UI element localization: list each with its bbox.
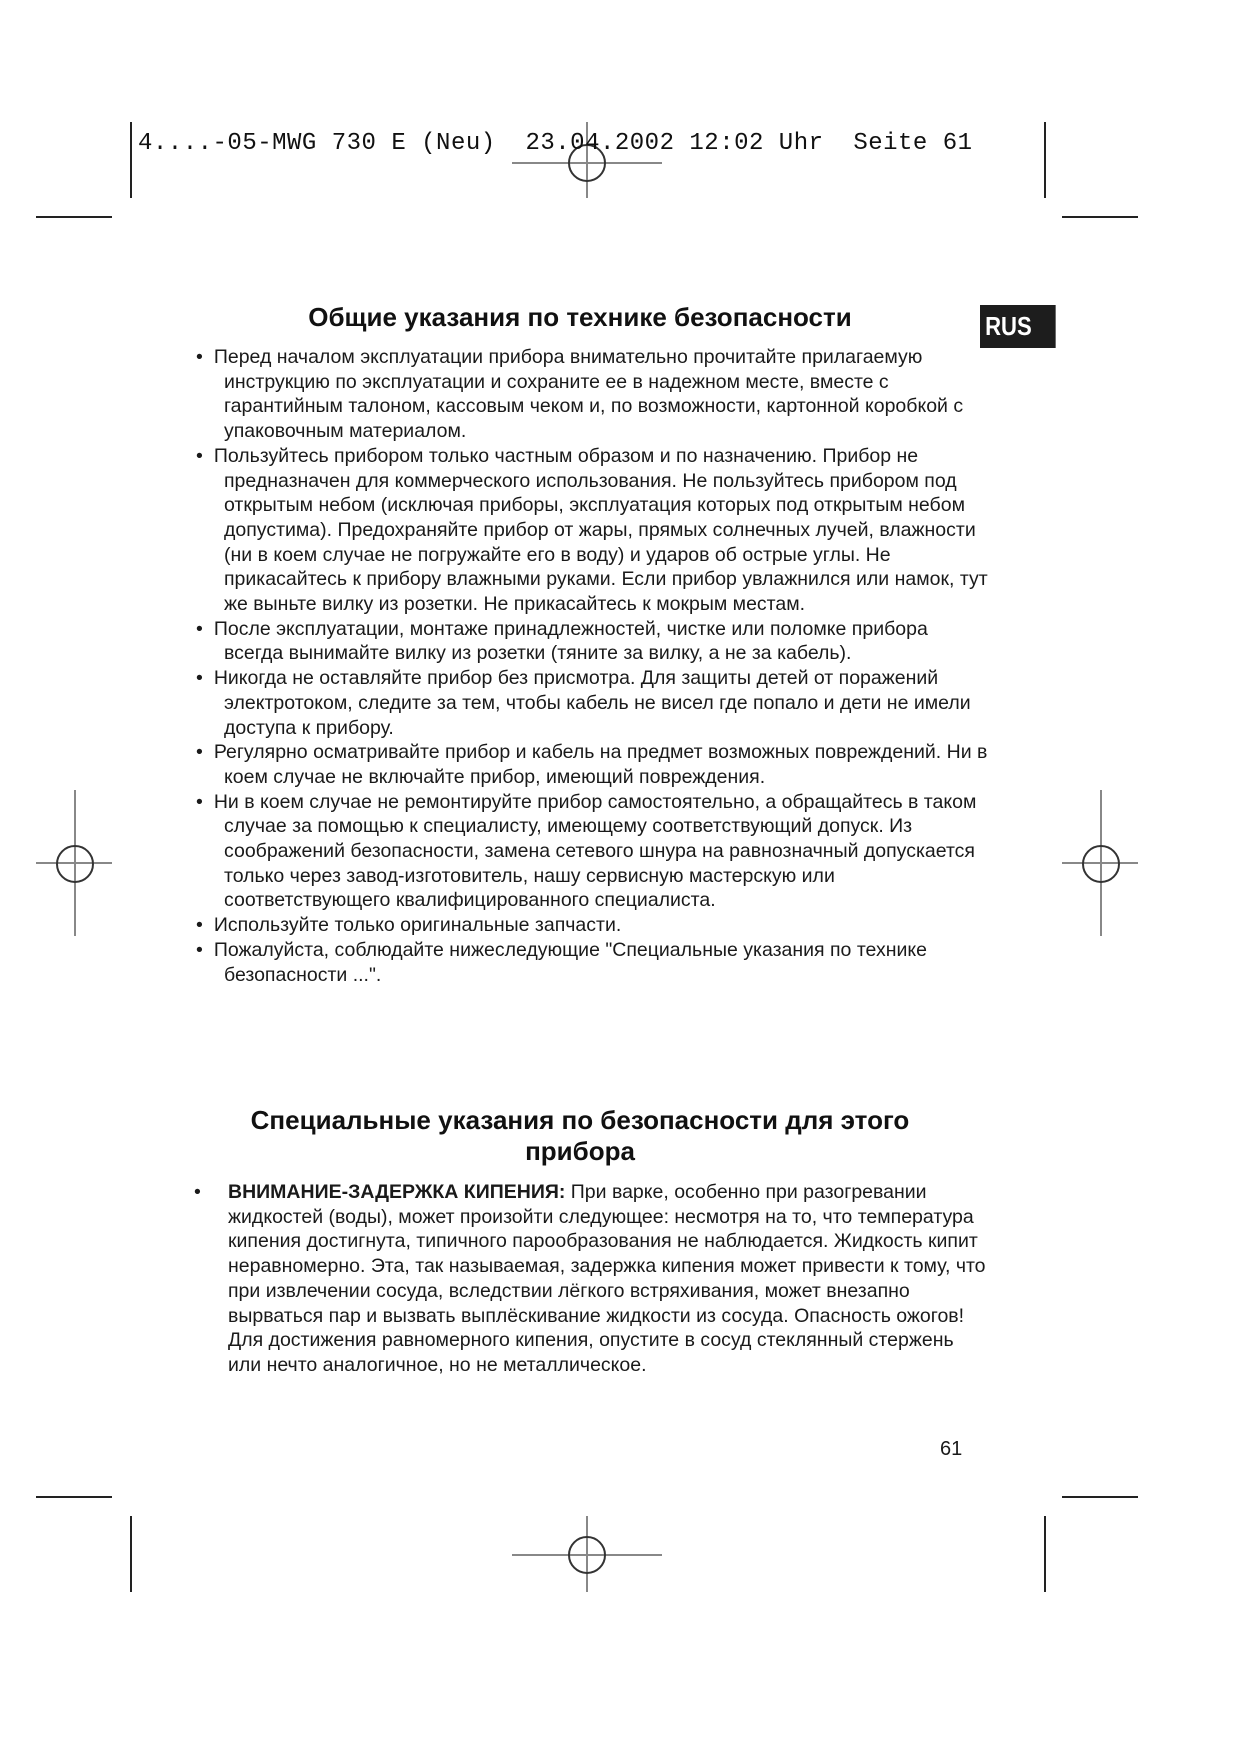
registration-mark-left: [36, 790, 112, 936]
list-item: • Перед началом эксплуатации прибора внимательно прочитайте прилагаемую инструкцию по эксплуатации и сохраните ее в надежном месте, вместе с гарантийным талоном, кассовым чеком и, по возможности, картонной коробкой с упаковочным материалом.: [190, 345, 990, 444]
registration-mark-bottom: [512, 1516, 662, 1592]
section-title-line-1: Специальные указания по безопасности для этого: [250, 1105, 910, 1135]
print-slug: 4....-05-MWG 730 E (Neu) 23.04.2002 12:02 Uhr Seite 61: [138, 130, 973, 157]
crop-mark-top-left-horizontal: [36, 216, 112, 218]
section-title-line-2: прибора: [525, 1136, 635, 1166]
crop-mark-bottom-right-vertical: [1044, 1516, 1046, 1592]
warning-label: ВНИМАНИЕ-ЗАДЕРЖКА КИПЕНИЯ:: [228, 1181, 566, 1203]
crop-mark-bottom-right-horizontal: [1062, 1496, 1138, 1498]
list-item: • После эксплуатации, монтаже принадлежностей, чистке или поломке прибора всегда вынимайте вилку из розетки (тяните за вилку, а не за кабель).: [190, 617, 990, 666]
crop-mark-top-right-horizontal: [1062, 216, 1138, 218]
boiling-delay-warning: [194, 1180, 988, 1378]
list-item: • Регулярно осматривайте прибор и кабель на предмет возможных повреждений. Ни в коем случае не включайте прибор, имеющий повреждения.: [190, 740, 990, 789]
crop-mark-top-right-vertical: [1044, 122, 1046, 198]
section-title-special-safety: [150, 1105, 1010, 1167]
warning-paragraph: [198, 1180, 988, 1378]
list-item: • Используйте только оригинальные запчасти.: [190, 913, 990, 938]
section-title-general-safety: Общие указания по технике безопасности: [308, 302, 852, 332]
crop-mark-bottom-left-horizontal: [36, 1496, 112, 1498]
warning-text: При варке, особенно при разогревании жидкостей (воды), может произойти следующее: несмотря на то, что температура кипения достигнута, типичного парообразования не наблюдается. Жидкость кипит неравномерно. Эта, так называемая, задержка кипения может привести к тому, что при извлечении сосуда, вследствии лёгкого встряхивания, может внезапно вырваться пар и вызвать выплёскивание жидкости из сосуда. Опасность ожогов! Для достижения равномерного кипения, опустите в сосуд стеклянный стержень или нечто аналогичное, но не металлическое.: [228, 1181, 986, 1376]
list-item: • Ни в коем случае не ремонтируйте прибор самостоятельно, а обращайтесь в таком случае за помощью к специалисту, имеющему соответствующий допуск. Из соображений безопасности, замена сетевого шнура на равнозначный допускается только через завод-изготовитель, нашу сервисную мастерскую или соответствующего квалифицированного специалиста.: [190, 790, 990, 914]
page-number: 61: [940, 1438, 963, 1460]
list-item: • Пользуйтесь прибором только частным образом и по назначению. Прибор не предназначен для коммерческого использования. Не пользуйтесь прибором под открытым небом (исключая приборы, эксплуатация которых под открытым небом допустима). Предохраняйте прибор от жары, прямых солнечных лучей, влажности (ни в коем случае не погружайте его в воду) и ударов об острые углы. Не прикасайтесь к прибору влажными руками. Если прибор увлажнился или намок, тут же выньте вилку из розетки. Не прикасайтесь к мокрым местам.: [190, 444, 990, 617]
list-item: • Пожалуйста, соблюдайте нижеследующие "Специальные указания по технике безопасности ...".: [190, 938, 990, 987]
list-item: • Никогда не оставляйте прибор без присмотра. Для защиты детей от поражений электротоком, следите за тем, чтобы кабель не висел где попало и дети не имели доступа к прибору.: [190, 666, 990, 740]
general-safety-list: [190, 345, 990, 987]
language-tab: RUS: [980, 305, 1056, 348]
crop-mark-top-left-vertical: [130, 122, 132, 198]
crop-mark-bottom-left-vertical: [130, 1516, 132, 1592]
bullet: •: [194, 1181, 201, 1203]
registration-mark-right: [1062, 790, 1138, 936]
